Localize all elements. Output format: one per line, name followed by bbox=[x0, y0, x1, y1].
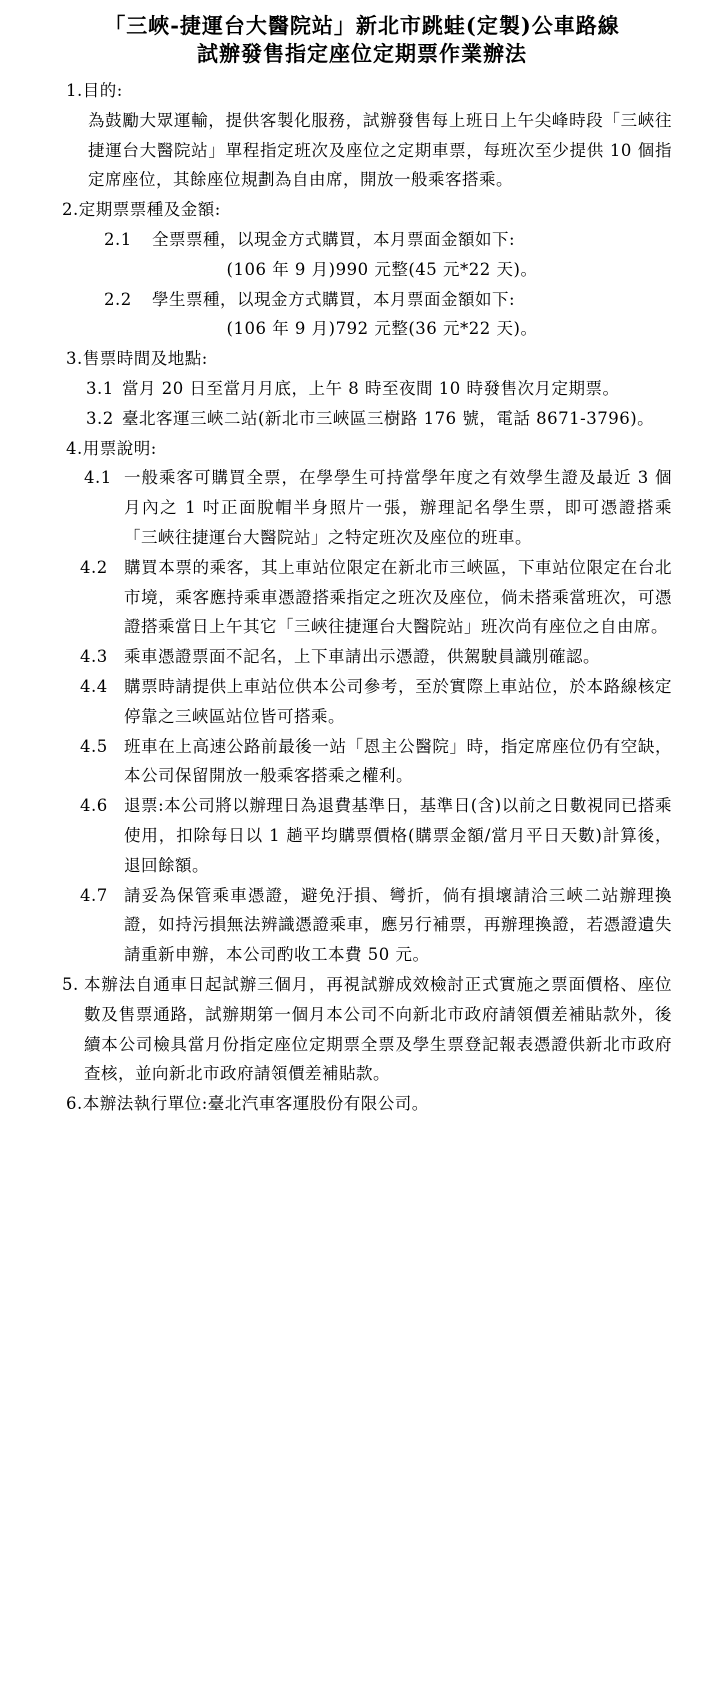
clause-text: 班車在上高速公路前最後一站「恩主公醫院」時，指定席座位仍有空缺，本公司保留開放一般乘客搭乘之權利。 bbox=[124, 736, 672, 786]
clause-number: 3.1 bbox=[86, 378, 114, 398]
clause-item bbox=[80, 732, 672, 792]
clause-number: 4.6 bbox=[80, 796, 108, 816]
section-ticket-types bbox=[52, 195, 672, 344]
document-title bbox=[52, 12, 672, 68]
clause-number: 4.4 bbox=[80, 676, 108, 696]
section-sales-time-place bbox=[52, 344, 672, 433]
title-line-1: 「三峽-捷運台大醫院站」新北市跳蛙(定製)公車路線 bbox=[104, 13, 620, 38]
clause-item bbox=[86, 374, 672, 404]
section-paragraph: 為鼓勵大眾運輸，提供客製化服務，試辦發售每上班日上午尖峰時段「三峽往捷運台大醫院站」單程指定班次及座位之定期車票，每班次至少提供 10 個指定席座位，其餘座位規劃為自由席，開放一般乘客搭乘。 bbox=[88, 110, 672, 190]
clause-number: 2.1 bbox=[104, 229, 132, 249]
section-heading: 3.售票時間及地點: bbox=[66, 349, 208, 369]
clause-text: 臺北客運三峽二站(新北市三峽區三樹路 176 號，電話 8671-3796)。 bbox=[122, 408, 655, 428]
clause-item bbox=[80, 642, 672, 672]
document-body bbox=[52, 76, 672, 1119]
clause-text: 全票票種，以現金方式購買，本月票面金額如下: bbox=[152, 229, 516, 249]
section-heading: 2.定期票票種及金額: bbox=[62, 200, 221, 220]
clause-text: 一般乘客可購買全票，在學學生可持當學年度之有效學生證及最近 3 個月內之 1 吋正面脫帽半身照片一張，辦理記名學生票，即可憑證搭乘「三峽往捷運台大醫院站」之特定班次及座位的班車。 bbox=[124, 468, 672, 547]
section-heading: 4.用票說明: bbox=[66, 438, 157, 458]
fare-amount: (106 年 9 月)792 元整(36 元*22 天)。 bbox=[226, 319, 538, 339]
section-executing-unit: 6.本辦法執行單位:臺北汽車客運股份有限公司。 bbox=[66, 1094, 429, 1114]
clause-item bbox=[104, 285, 672, 315]
clause-number: 4.2 bbox=[80, 557, 108, 577]
clause-text: 購買本票的乘客，其上車站位限定在新北市三峽區，下車站位限定在台北市境，乘客應持乘車憑證搭乘指定之班次及座位，倘未搭乘當班次，可憑證搭乘當日上午其它「三峽往捷運台大醫院站」班次尚有座位之自由席。 bbox=[124, 557, 672, 637]
clause-item bbox=[80, 881, 672, 970]
clause-text: 退票:本公司將以辦理日為退費基準日，基準日(含)以前之日數視同已搭乘使用，扣除每日以 1 趟平均購票價格(購票金額/當月平日天數)計算後，退回餘額。 bbox=[124, 796, 672, 875]
clause-item bbox=[80, 672, 672, 732]
section-paragraph: 本辦法自通車日起試辦三個月，再視試辦成效檢討正式實施之票面價格、座位數及售票通路，試辦期第一個月本公司不向新北市政府請領價差補貼款外，後續本公司檢具當月份指定座位定期票全票及學生票登記報表憑證供新北市政府查核，並向新北市政府請領價差補貼款。 bbox=[84, 974, 672, 1084]
section-usage-notes bbox=[52, 434, 672, 970]
section-trial-period bbox=[62, 970, 672, 1089]
clause-text: 學生票種，以現金方式購買，本月票面金額如下: bbox=[152, 289, 516, 309]
clause-item bbox=[104, 225, 672, 255]
clause-item bbox=[80, 791, 672, 880]
clause-item bbox=[80, 553, 672, 642]
clause-text: 請妥為保管乘車憑證，避免汙損、彎折，倘有損壞請洽三峽二站辦理換證，如持污損無法辨識憑證乘車，應另行補票，再辦理換證，若憑證遺失請重新申辦，本公司酌收工本費 50 元。 bbox=[124, 885, 672, 965]
clause-number: 4.5 bbox=[80, 736, 108, 756]
fare-amount: (106 年 9 月)990 元整(45 元*22 天)。 bbox=[226, 259, 538, 279]
section-purpose bbox=[52, 76, 672, 195]
clause-text: 當月 20 日至當月月底，上午 8 時至夜間 10 時發售次月定期票。 bbox=[122, 378, 620, 398]
clause-text: 乘車憑證票面不記名，上下車請出示憑證，供駕駛員識別確認。 bbox=[124, 647, 600, 667]
clause-item bbox=[84, 463, 672, 552]
clause-number: 4.1 bbox=[84, 468, 112, 488]
clause-number: 5. bbox=[62, 974, 79, 994]
clause-item bbox=[86, 404, 672, 434]
clause-number: 4.3 bbox=[80, 647, 108, 667]
title-line-2: 試辦發售指定座位定期票作業辦法 bbox=[197, 41, 527, 66]
clause-number: 2.2 bbox=[104, 289, 132, 309]
clause-number: 4.7 bbox=[80, 885, 108, 905]
clause-number: 3.2 bbox=[86, 408, 114, 428]
section-heading: 1.目的: bbox=[66, 81, 123, 100]
clause-text: 購票時請提供上車站位供本公司參考，至於實際上車站位，於本路線核定停靠之三峽區站位皆可搭乘。 bbox=[124, 676, 672, 726]
